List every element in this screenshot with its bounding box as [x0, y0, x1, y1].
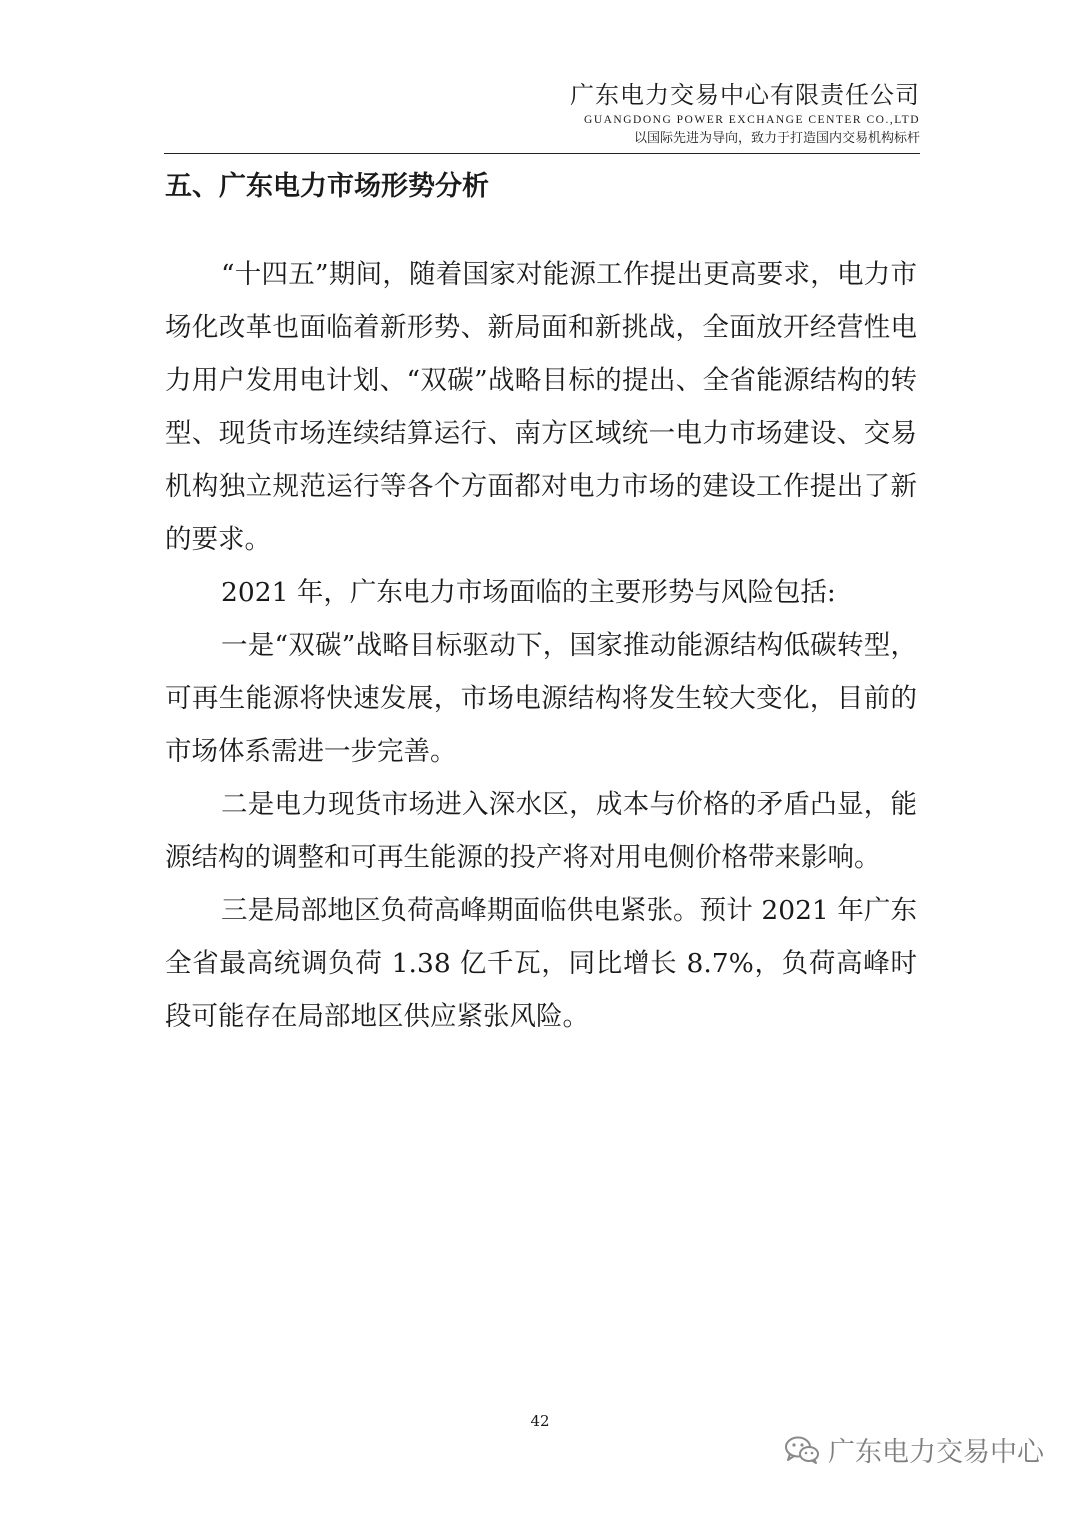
paragraph: 二是电力现货市场进入深水区，成本与价格的矛盾凸显，能源结构的调整和可再生能源的投产将对用电侧价格带来影响。	[165, 789, 917, 873]
paragraph: “十四五”期间，随着国家对能源工作提出更高要求，电力市场化改革也面临着新形势、新局面和新挑战，全面放开经营性电力用户发用电计划、“双碳”战略目标的提出、全省能源结构的转型、现货市场连续结算运行、南方区域统一电力市场建设、交易机构独立规范运行等各个方面都对电力市场的建设工作提出了新的要求。	[165, 259, 917, 555]
company-slogan: 以国际先进为导向，致力于打造国内交易机构标杆	[633, 131, 920, 146]
section-body	[165, 248, 917, 1043]
paragraph: 2021 年，广东电力市场面临的主要形势与风险包括:	[221, 577, 836, 608]
watermark-text: 广东电力交易中心	[828, 1437, 1044, 1468]
page-header	[570, 80, 920, 148]
header-divider	[164, 153, 920, 154]
paragraph: 三是局部地区负荷高峰期面临供电紧张。预计 2021 年广东全省最高统调负荷 1.38 亿千瓦，同比增长 8.7%，负荷高峰时段可能存在局部地区供应紧张风险。	[165, 895, 917, 1032]
company-name-cn: 广东电力交易中心有限责任公司	[570, 81, 920, 109]
paragraph: 一是“双碳”战略目标驱动下，国家推动能源结构低碳转型，可再生能源将快速发展，市场电源结构将发生较大变化，目前的市场体系需进一步完善。	[165, 630, 917, 767]
company-name-en: GUANGDONG POWER EXCHANGE CENTER CO.,LTD	[584, 114, 920, 126]
section-title: 五、广东电力市场形势分析	[165, 171, 489, 202]
source-watermark	[784, 1430, 1044, 1469]
page-number: 42	[530, 1412, 550, 1430]
wechat-icon	[784, 1435, 820, 1465]
